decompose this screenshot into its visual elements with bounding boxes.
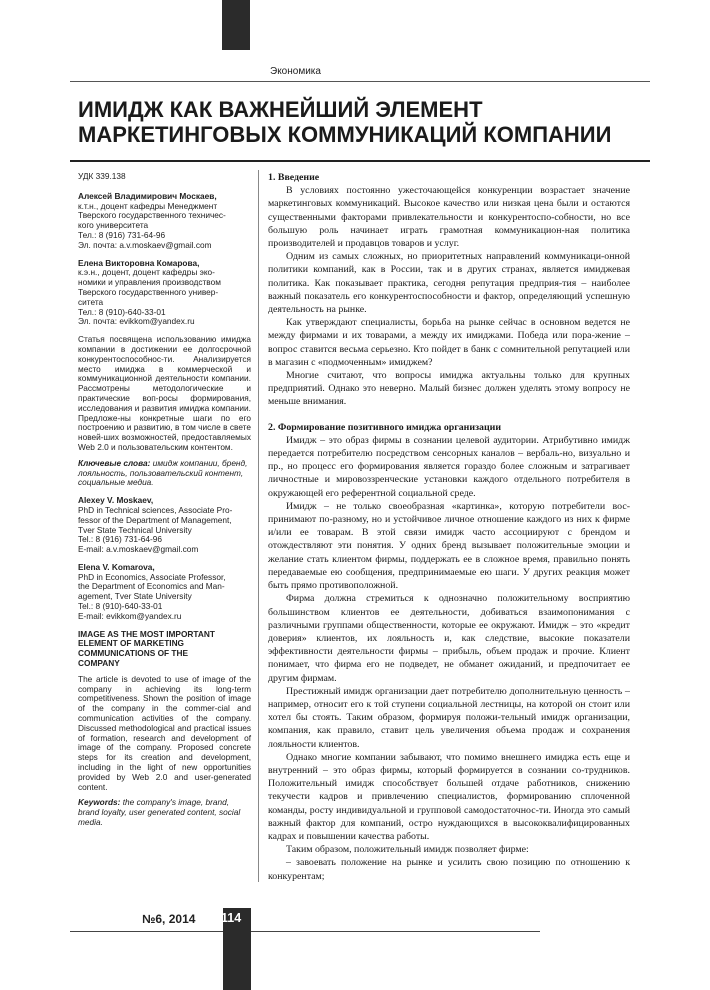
author-line: кого университета (78, 220, 149, 231)
author-line: к.т.н., доцент кафедры Менеджмент (78, 200, 218, 211)
paragraph: Имидж – не только своеобразная «картинка», которую потребители вос-принимают по-разному, но и устойчивое личное отношение каждого из них к фирме и/или ее товарам. В этой связи имидж часто ассоциируют с брендом и отождествляют эти понятия. У одних бренд вызывает положительные эмоции и желание стать клиентом фирмы, поддержать ее в сложное время, правильно понять передаваемые ею сообщения, предпринимаемые ею шаги. У других реакция может быть прямо противоположной. (268, 500, 630, 592)
header-dark-tab (222, 0, 250, 50)
paragraph: Одним из самых сложных, но приоритетных направлений коммуникаци-онной политики компаний, как в России, так и в других странах, является имиджевая политика. Как показывает практика, сегодня репутация предприя-тия – наиболее важный показатель его конкурентоспособности и фактор, определяющий успешную деятельность на рынке. (268, 251, 630, 316)
author-line: PhD in Economics, Associate Professor, (78, 571, 226, 582)
keywords-label: Keywords: (78, 797, 121, 808)
issue-number: №6, 2014 (142, 912, 196, 926)
keywords-text: имидж компании, бренд, лояльность, пользовательский контент, социальные медиа. (78, 457, 248, 488)
title-en (78, 630, 251, 669)
abstract-ru: Статья посвящена использованию имиджа компании в достижении ее долгосрочной конкурентоспособнос-ти. Анализируется место имиджа в коммерческой и коммуникационной деятельности компании. Рассмотрены методологические и практические воп-росы формирования, исследования и развития имиджа компании. Предложе-ны конкретные шаги по его построению и развитию, в том числе в свете новей-ших возможностей, предоставляемых Web 2.0 и пользовательским контентом. (78, 334, 251, 452)
author-line: Tel.: 8 (916) 731-64-96 (78, 534, 162, 545)
author-en-2 (78, 563, 251, 622)
author-name: Alexey V. Moskaev, (78, 495, 154, 506)
author-line: ситета (78, 296, 104, 307)
author-line: Tel.: 8 (910)-640-33-01 (78, 601, 163, 612)
author-email[interactable]: E-mail: evikkom@yandex.ru (78, 610, 182, 621)
keywords-ru (78, 459, 251, 488)
paragraph: Фирма должна стремиться к однозначно положительному восприятию большинством клиентов ее деятельности, добиваться взаимопонимания с различными группами общественности, которые ее окружают. Имидж – это «кредит доверия» клиентов, их лояльность и, как следствие, высокие показатели эффективности деятельности фирмы – прибыль, объем продаж и прочие. Клиент понимает, что фирма его не подведет, не обманет ожиданий, и предпочитает ее другим фирмам. (268, 593, 630, 684)
title-en-line: COMMUNICATIONS OF THE (78, 648, 189, 659)
author-ru-2 (78, 259, 251, 328)
column-divider (258, 170, 259, 882)
title-en-line: ELEMENT OF MARKETING (78, 638, 185, 649)
paragraph: Как утверждают специалисты, борьба на рынке сейчас в основном ведется не между фирмами и их товарами, а между их имиджами. Победа или пора-жение – вопрос ставится весьма серьезно. Кто пойдет в банк с сомнительной репутацией или в магазин с «подмоченным» имиджем? (268, 317, 630, 368)
paragraph: Имидж – это образ фирмы в сознании целевой аудитории. Атрибутивно имидж передается потребителю посредством сенсорных каналов – вербаль-но, визуально и пр., но процесс его формирования является гораздо более сложным и затрагивает личностные и мировоззренческие установки каждого отдельного потребителя в окружающей его референтной социальной среде. (268, 434, 630, 499)
author-name: Алексей Владимирович Москаев, (78, 190, 217, 201)
author-name: Elena V. Komarova, (78, 561, 155, 572)
main-text (268, 171, 630, 883)
section-label: Экономика (270, 66, 321, 77)
keywords-text: the company's image, brand, brand loyalty, user generated content, social media. (78, 797, 241, 828)
author-line: PhD in Technical sciences, Associate Pro- (78, 504, 233, 515)
udk-code: УДК 339.138 (78, 171, 126, 181)
title-line-2: МАРКЕТИНГОВЫХ КОММУНИКАЦИЙ КОМПАНИИ (78, 122, 612, 147)
list-item: – завоевать положение на рынке и усилить свою позицию по отношению к конкурентам; (268, 857, 630, 882)
author-email[interactable]: Эл. почта: a.v.moskaev@gmail.com (78, 239, 212, 250)
abstract-en: The article is devoted to use of image of the company in achieving its long-term competitiveness. Shown the position of image of the company in the commer-cial and communication activities of the company. Discussed methodological and practical issues of formation, research and development of image of the company. Proposed concrete steps for its creation and development, including in the light of new opportunities provided by Web 2.0 and user-generated content. (78, 673, 251, 792)
title-en-line: COMPANY (78, 658, 120, 669)
title-rule (70, 160, 650, 162)
author-email[interactable]: E-mail: a.v.moskaev@gmail.com (78, 544, 199, 555)
section-heading-image: 2. Формирование позитивного имиджа организации (268, 421, 502, 433)
left-column (78, 170, 251, 836)
paragraph: Однако многие компании забывают, что помимо внешнего имиджа есть еще и внутренний – это образ фирмы, который формируется в сознании со-трудников. Положительный имидж способствует большей отдаче работников, снижению текучести кадров и привлечению специалистов, формированию сплоченной команды, росту индивидуальной и групповой самодостаточнос-ти. Иногда это самый важный фактор для компаний, остро нуждающихся в высококвалифицированных кадрах и повышении качества работы. (268, 751, 630, 842)
paragraph: Таким образом, положительный имидж позволяет фирме: (286, 844, 529, 856)
title-line-1: ИМИДЖ КАК ВАЖНЕЙШИЙ ЭЛЕМЕНТ (78, 97, 483, 122)
author-email[interactable]: Эл. почта: evikkom@yandex.ru (78, 316, 195, 327)
section-heading-intro: 1. Введение (268, 172, 320, 183)
author-line: Тверского государственного техничес- (78, 210, 226, 221)
paragraph: Престижный имидж организации дает потребителю дополнительную ценность – например, относит его к той ступени социальной лестницы, на которой он стоит или хотел бы стоять. Таким образом, формируя положи-тельный имидж организации, компания, как правило, ставит цель увеличения объема продаж и сохранения лояльности клиентов. (268, 685, 630, 750)
keywords-en (78, 798, 251, 827)
keywords-label: Ключевые слова: (78, 457, 151, 468)
author-ru-1 (78, 192, 251, 251)
page-number: 114 (221, 911, 242, 925)
author-line: fessor of the Department of Management, (78, 514, 232, 525)
author-line: к.э.н., доцент, доцент кафедры эко- (78, 267, 215, 278)
author-line: Тел.: 8 (916) 731-64-96 (78, 229, 166, 240)
author-name: Елена Викторовна Комарова, (78, 257, 200, 268)
author-en-1 (78, 496, 251, 555)
author-line: agement, Tver State University (78, 591, 192, 602)
author-line: the Department of Economics and Man- (78, 581, 225, 592)
author-line: Tver State Technical University (78, 524, 192, 535)
article-title (78, 97, 678, 147)
author-line: номики и управления производством (78, 277, 221, 288)
paragraph: В условиях постоянно ужесточающейся конкуренции возрастает значение маркетинговых коммуникаций. Высокое качество или низкая цена были и остаются существенными факторами привлекательности и конкурентоспо-собности, но все большую роль начинает играть грамотная коммуникацион-ная политика производителей и продавцов товаров и услуг. (268, 185, 630, 250)
header-rule (70, 81, 650, 82)
title-en-line: IMAGE AS THE MOST IMPORTANT (78, 628, 215, 639)
author-line: Тверского государственного универ- (78, 286, 219, 297)
footer-rule (70, 931, 540, 932)
author-line: Тел.: 8 (910)-640-33-01 (78, 306, 166, 317)
paragraph: Многие считают, что вопросы имиджа актуальны только для крупных предприятий. Однако это неверно. Малый бизнес должен уделять этому вопросу не меньше внимания. (268, 370, 630, 408)
